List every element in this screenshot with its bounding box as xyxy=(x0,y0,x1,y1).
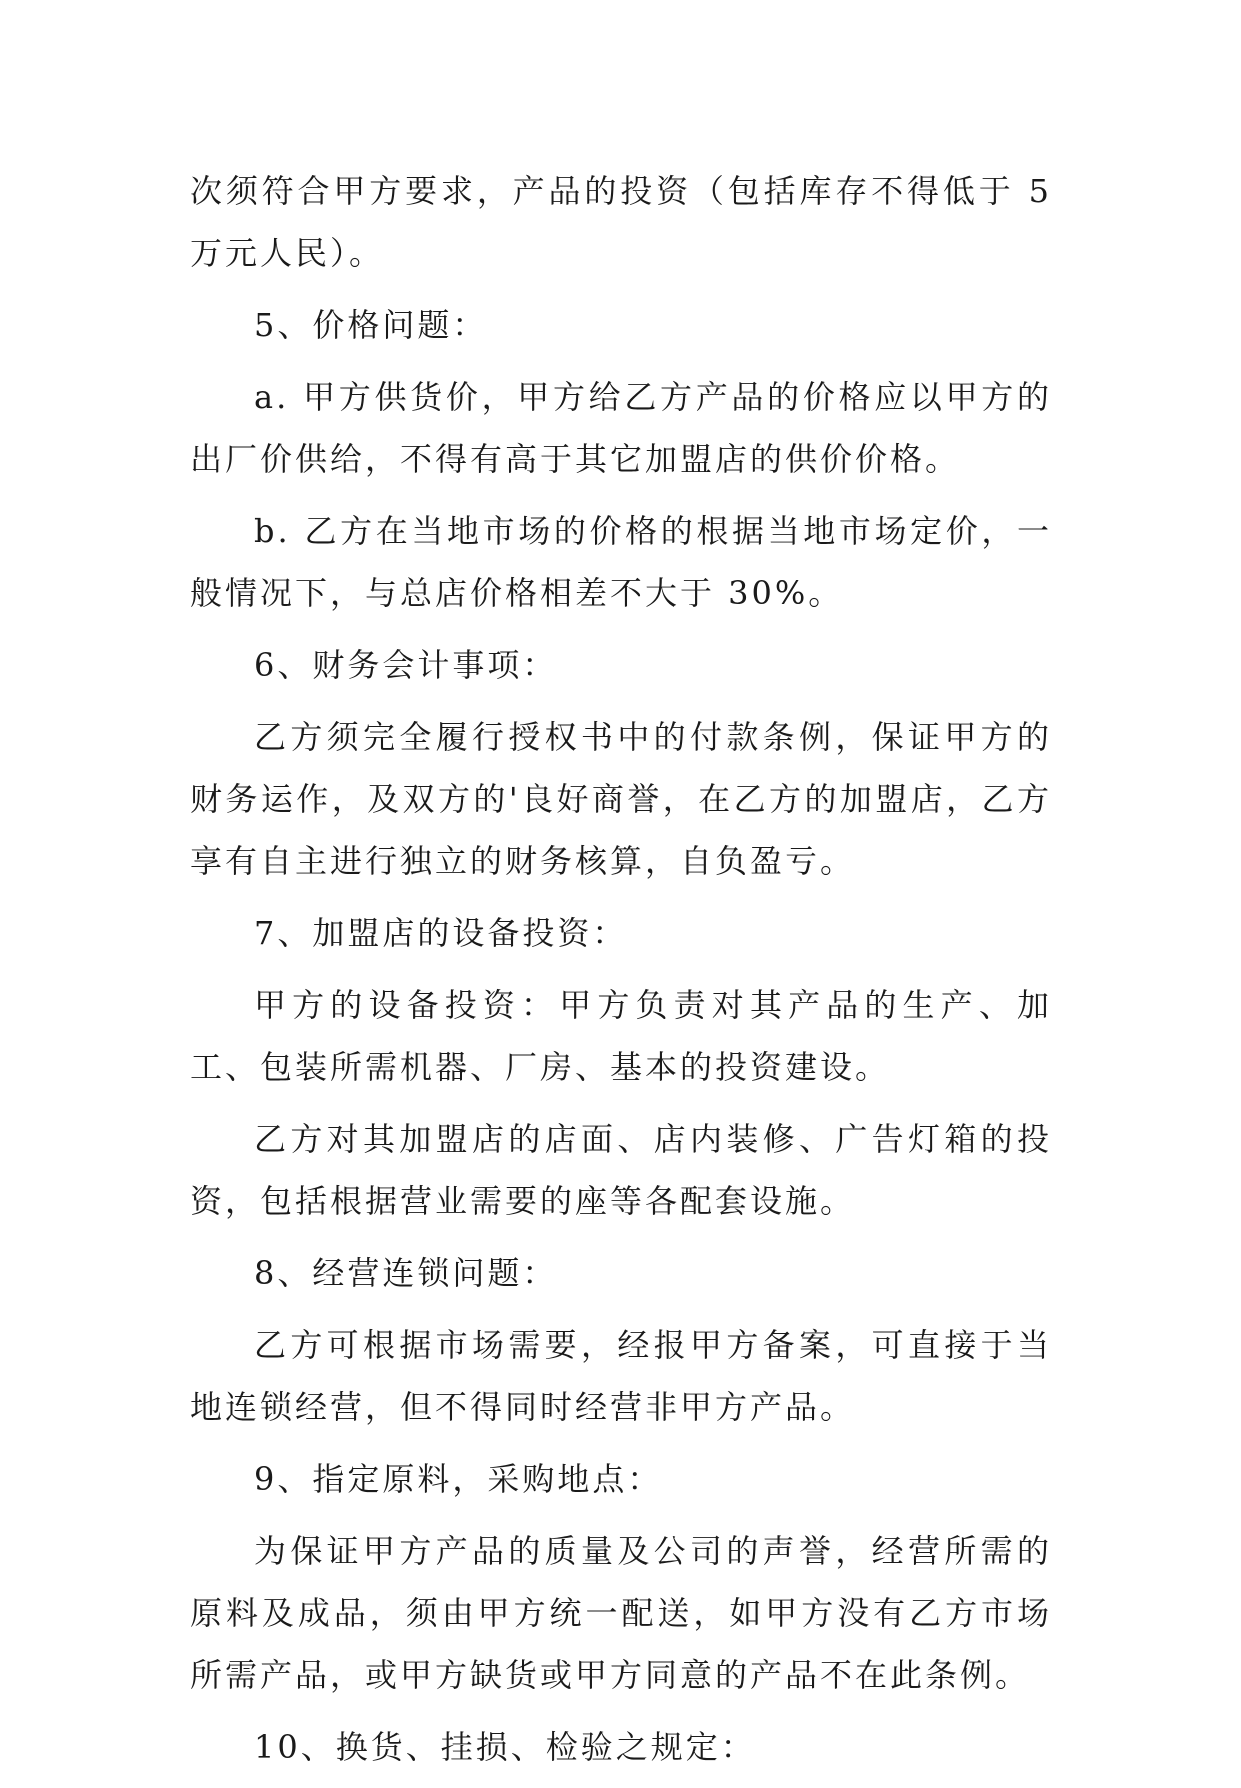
paragraph-chain: 乙方可根据市场需要，经报甲方备案，可直接于当地连锁经营，但不得同时经营非甲方产品。 xyxy=(190,1326,1052,1426)
document-body xyxy=(190,160,1052,1788)
section-heading-equipment: 7、加盟店的设备投资： xyxy=(254,914,628,952)
paragraph-price-a: a. 甲方供货价，甲方给乙方产品的价格应以甲方的出厂价供给，不得有高于其它加盟店的供价价格。 xyxy=(190,378,1052,478)
paragraph-materials: 为保证甲方产品的质量及公司的声誉，经营所需的原料及成品，须由甲方统一配送，如甲方没有乙方市场所需产品，或甲方缺货或甲方同意的产品不在此条例。 xyxy=(190,1532,1052,1694)
paragraph-price-b: b. 乙方在当地市场的价格的根据当地市场定价，一般情况下，与总店价格相差不大于 30%。 xyxy=(190,512,1052,612)
paragraph-equipment-party-a: 甲方的设备投资：甲方负责对其产品的生产、加工、包装所需机器、厂房、基本的投资建设。 xyxy=(190,986,1052,1086)
section-heading-finance: 6、财务会计事项： xyxy=(254,646,558,684)
section-heading-exchange: 10、换货、挂损、检验之规定： xyxy=(254,1728,756,1766)
section-heading-materials: 9、指定原料，采购地点： xyxy=(254,1460,663,1498)
paragraph-continuation: 次须符合甲方要求，产品的投资（包括库存不得低于 5 万元人民）。 xyxy=(190,172,1052,272)
section-heading-price: 5、价格问题： xyxy=(254,306,488,344)
paragraph-equipment-party-b: 乙方对其加盟店的店面、店内装修、广告灯箱的投资，包括根据营业需要的座等各配套设施。 xyxy=(190,1120,1052,1220)
paragraph-finance: 乙方须完全履行授权书中的付款条例，保证甲方的财务运作，及双方的'良好商誉，在乙方的加盟店，乙方享有自主进行独立的财务核算，自负盈亏。 xyxy=(190,718,1052,880)
section-heading-chain: 8、经营连锁问题： xyxy=(254,1254,558,1292)
